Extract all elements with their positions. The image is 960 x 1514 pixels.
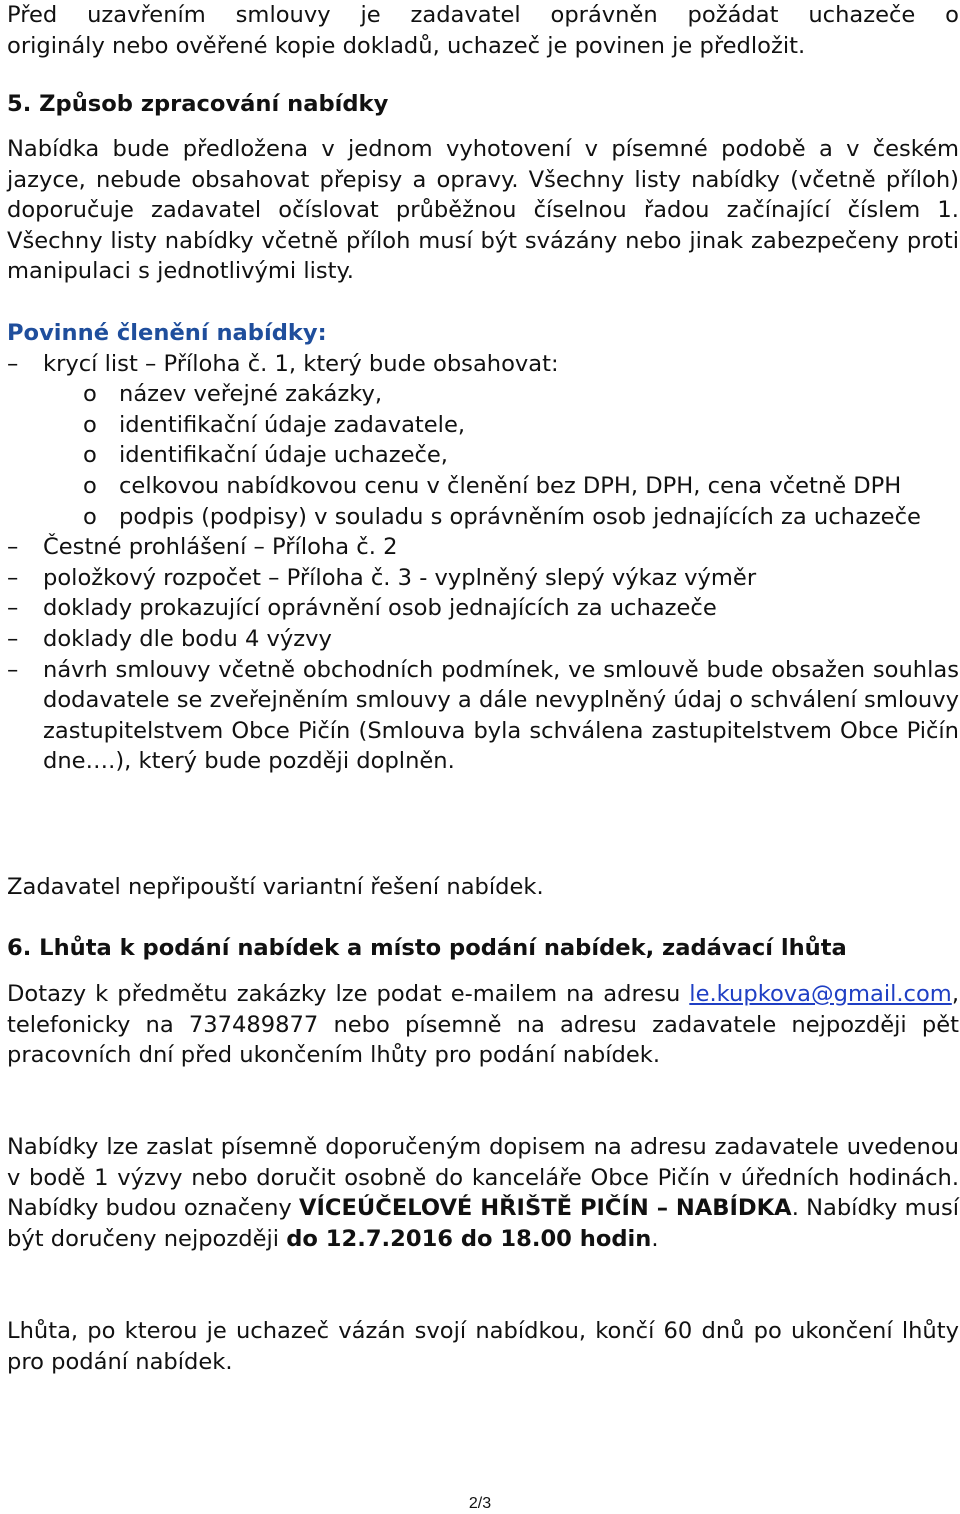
email-link[interactable]: le.kupkova@gmail.com <box>689 981 952 1007</box>
sublist-item: o název veřejné zakázky, <box>7 379 959 410</box>
dash-bullet-icon: – <box>7 625 19 652</box>
list-item: – návrh smlouvy včetně obchodních podmínek, ve smlouvě bude obsažen souhlas dodavatele se zveřejněním smlouvy a dále nevyplněný údaj o schválení smlouvy zastupitelstvem Obce Pičín (Smlouva byla schválena zastupitelstvem Obce Pičín dne….), který bude později doplněn. <box>7 656 959 775</box>
section-6-binding-paragraph: Lhůta, po kterou je uchazeč vázán svojí nabídkou, končí 60 dnů po ukončení lhůty pro podání nabídek. <box>7 1318 959 1375</box>
sublist-item: o celkovou nabídkovou cenu v členění bez DPH, DPH, cena včetně DPH <box>7 471 959 502</box>
circle-bullet-icon: o <box>83 411 97 438</box>
section-6-delivery-paragraph: Nabídky lze zaslat písemně doporučeným dopisem na adresu zadavatele uvedenou v bodě 1 výzvy nebo doručit osobně do kanceláře Obce Pičín v úředních hodinách. Nabídky budou označeny VÍCEÚČELOVÉ HŘIŠTĚ PIČÍN – NABÍDKA. Nabídky musí být doručeny nejpozději do 12.7.2016 do 18.00 hodin. <box>7 1134 960 1252</box>
cover-sheet-sublist <box>7 379 959 532</box>
circle-bullet-icon: o <box>83 503 97 530</box>
list-item: – doklady dle bodu 4 výzvy <box>7 624 959 655</box>
variant-note: Zadavatel nepřipouští variantní řešení nabídek. <box>7 874 544 900</box>
intro-line-2: originály nebo ověřené kopie dokladů, uchazeč je povinen je předložit. <box>7 32 806 59</box>
list-item: – položkový rozpočet – Příloha č. 3 - vyplněný slepý výkaz výměr <box>7 563 959 594</box>
sublist-item: o podpis (podpisy) v souladu s oprávněním osob jednajících za uchazeče <box>7 502 959 533</box>
section-6-contact-paragraph: Dotazy k předmětu zakázky lze podat e-mailem na adresu le.kupkova@gmail.com, telefonicky na 737489877 nebo písemně na adresu zadavatele nejpozději pět pracovních dní před ukončením lhůty pro podání nabídek. <box>7 981 959 1069</box>
offer-structure <box>7 318 959 777</box>
page-number: 2/3 <box>468 1495 492 1512</box>
structure-heading: Povinné členění nabídky: <box>7 320 327 346</box>
structure-list <box>7 349 959 777</box>
list-item: – Čestné prohlášení – Příloha č. 2 <box>7 532 959 563</box>
section-5-paragraph: Nabídka bude předložena v jednom vyhotovení v písemné podobě a v českém jazyce, nebude obsahovat přepisy a opravy. Všechny listy nabídky (včetně příloh) doporučuje zadavatel očíslovat průběžnou číselnou řadou začínající číslem 1. Všechny listy nabídky včetně příloh musí být svázány nebo jinak zabezpečeny proti manipulaci s jednotlivými listy. <box>7 136 959 285</box>
dash-bullet-icon: – <box>7 656 19 683</box>
list-item: – doklady prokazující oprávnění osob jednajících za uchazeče <box>7 593 959 624</box>
dash-bullet-icon: – <box>7 350 19 377</box>
circle-bullet-icon: o <box>83 472 97 499</box>
dash-bullet-icon: – <box>7 564 19 591</box>
deadline: do 12.7.2016 do 18.00 hodin <box>286 1225 652 1252</box>
section-6-heading: 6. Lhůta k podání nabídek a místo podání nabídek, zadávací lhůta <box>7 935 847 961</box>
dash-bullet-icon: – <box>7 595 19 622</box>
sublist-item: o identifikační údaje zadavatele, <box>7 410 959 441</box>
envelope-marking: VÍCEÚČELOVÉ HŘIŠTĚ PIČÍN – NABÍDKA <box>298 1195 792 1222</box>
section-5-heading: 5. Způsob zpracování nabídky <box>7 91 389 117</box>
circle-bullet-icon: o <box>83 442 97 469</box>
list-item-label: krycí list – Příloha č. 1, který bude obsahovat: <box>43 350 559 377</box>
intro-line-1: Před uzavřením smlouvy je zadavatel oprávněn požádat uchazeče o <box>7 2 959 28</box>
intro-block <box>7 0 959 61</box>
circle-bullet-icon: o <box>83 381 97 408</box>
sublist-item: o identifikační údaje uchazeče, <box>7 440 959 471</box>
dash-bullet-icon: – <box>7 534 19 561</box>
list-item-cover-sheet <box>7 349 959 533</box>
